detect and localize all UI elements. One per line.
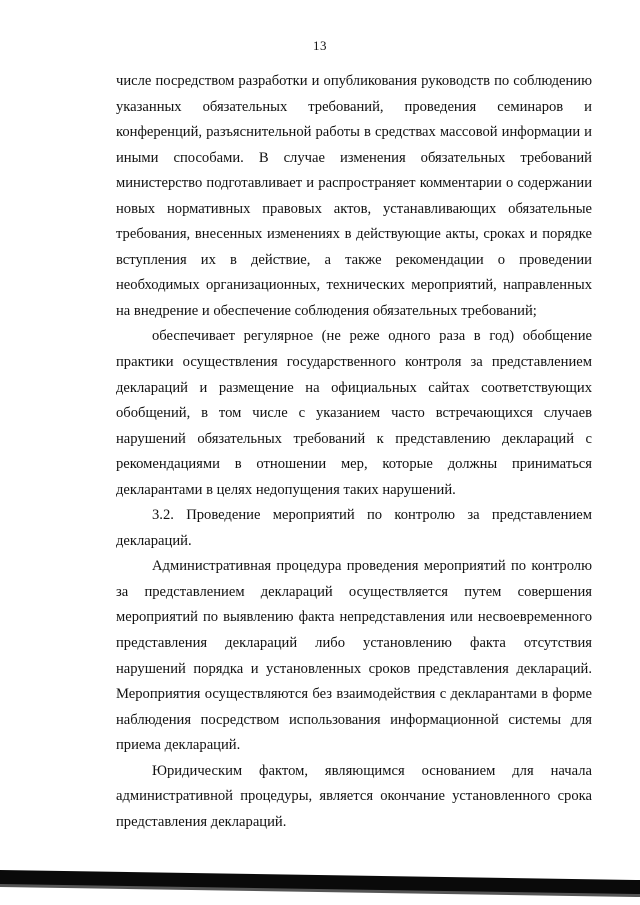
document-body	[116, 69, 592, 835]
paragraph-legal-fact: Юридическим фактом, являющимся основанием для начала административной процедуры, является окончание установленного срока представления деклараций.	[116, 762, 592, 830]
page-number: 13	[313, 38, 327, 53]
paragraph-admin-procedure: Административная процедура проведения мероприятий по контролю за представлением деклараций осуществляется путем совершения мероприятий по выявлению факта непредставления или несвоевременного представления деклараций либо установлению факта отсутствия нарушений порядка и установленных сроков представления деклараций. Мероприятия осуществляются без взаимодействия с декларантами в форме наблюдения посредством использования информационной системы для приема деклараций.	[116, 558, 592, 754]
section-heading-3-2: 3.2. Проведение мероприятий по контролю за представлением деклараций.	[116, 507, 592, 549]
paragraph-continuation: числе посредством разработки и опубликования руководств по соблюдению указанных обязательных требований, проведения семинаров и конференций, разъяснительной работы в средствах массовой информации и иными способами. В случае изменения обязательных требований министерство подготавливает и распространяет комментарии о содержании новых нормативных правовых актов, устанавливающих обязательные требования, внесенных изменениях в действующие акты, сроках и порядке вступления их в действие, а также рекомендации о проведении необходимых организационных, технических мероприятий, направленных на внедрение и обеспечение соблюдения обязательных требований;	[116, 73, 592, 319]
paragraph-generalization: обеспечивает регулярное (не реже одного раза в год) обобщение практики осуществления государственного контроля за представлением деклараций и размещение на официальных сайтах соответствующих обобщений, в том числе с указанием часто встречающихся случаев нарушений обязательных требований к представлению деклараций с рекомендациями в отношении мер, которые должны приниматься декларантами в целях недопущения таких нарушений.	[116, 328, 592, 498]
